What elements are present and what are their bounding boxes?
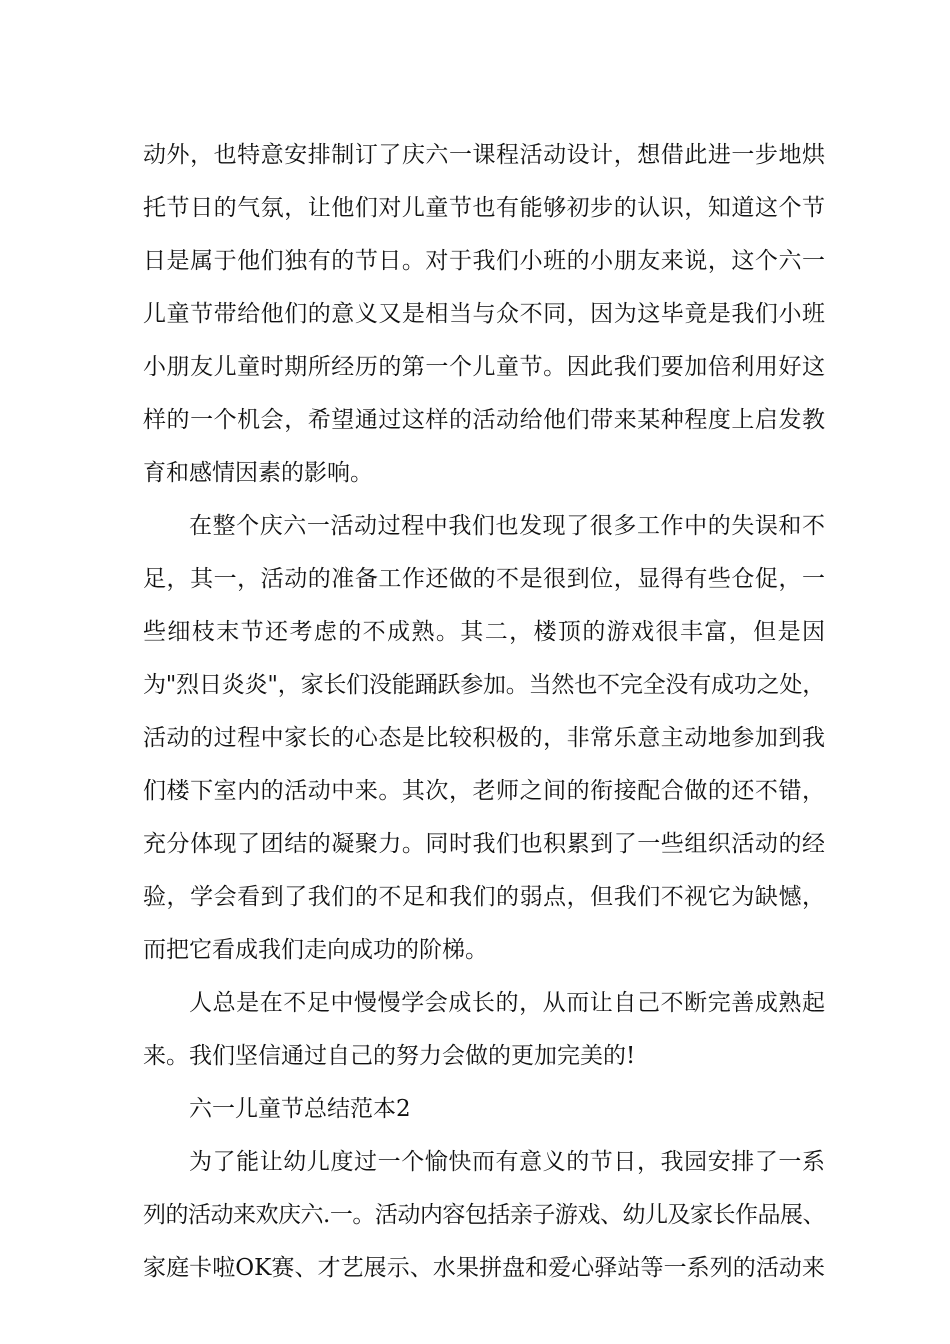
- document-body: [143, 131, 825, 1297]
- text-line: 来。我们坚信通过自己的努力会做的更加完美的!: [143, 1043, 636, 1069]
- text-line: 日是属于他们独有的节日。对于我们小班的小朋友来说，这个六一: [143, 248, 825, 274]
- text-line: 充分体现了团结的凝聚力。同时我们也积累到了一些组织活动的经: [143, 831, 825, 857]
- text-line: 人总是在不足中慢慢学会成长的，从而让自己不断完善成熟起: [189, 990, 825, 1016]
- text-line: 们楼下室内的活动中来。其次，老师之间的衔接配合做的还不错，: [143, 778, 825, 804]
- section-heading: 六一儿童节总结范本2: [189, 1096, 411, 1122]
- text-line: 家庭卡啦OK赛、才艺展示、水果拼盘和爱心驿站等一系列的活动来: [143, 1255, 825, 1281]
- text-line: 足，其一，活动的准备工作还做的不是很到位，显得有些仓促，一: [143, 566, 825, 592]
- text-line: 为了能让幼儿度过一个愉快而有意义的节日，我园安排了一系: [189, 1149, 825, 1175]
- text-line: 儿童节带给他们的意义又是相当与众不同，因为这毕竟是我们小班: [143, 301, 825, 327]
- text-line: 动外，也特意安排制订了庆六一课程活动设计，想借此进一步地烘: [143, 142, 825, 168]
- text-line: 列的活动来欢庆六.一。活动内容包括亲子游戏、幼儿及家长作品展、: [143, 1202, 825, 1228]
- text-line: 托节日的气氛，让他们对儿童节也有能够初步的认识，知道这个节: [143, 195, 825, 221]
- text-line: 为"烈日炎炎"，家长们没能踊跃参加。当然也不完全没有成功之处，: [143, 672, 825, 698]
- text-line: 些细枝末节还考虑的不成熟。其二，楼顶的游戏很丰富，但是因: [143, 619, 825, 645]
- text-line: 育和感情因素的影响。: [143, 460, 373, 486]
- text-line: 小朋友儿童时期所经历的第一个儿童节。因此我们要加倍利用好这: [143, 354, 825, 380]
- text-line: 活动的过程中家长的心态是比较积极的，非常乐意主动地参加到我: [143, 725, 825, 751]
- text-line: 样的一个机会，希望通过这样的活动给他们带来某种程度上启发教: [143, 407, 825, 433]
- text-line: 而把它看成我们走向成功的阶梯。: [143, 937, 488, 963]
- text-line: 验，学会看到了我们的不足和我们的弱点，但我们不视它为缺憾，: [143, 884, 825, 910]
- text-line: 在整个庆六一活动过程中我们也发现了很多工作中的失误和不: [189, 513, 825, 539]
